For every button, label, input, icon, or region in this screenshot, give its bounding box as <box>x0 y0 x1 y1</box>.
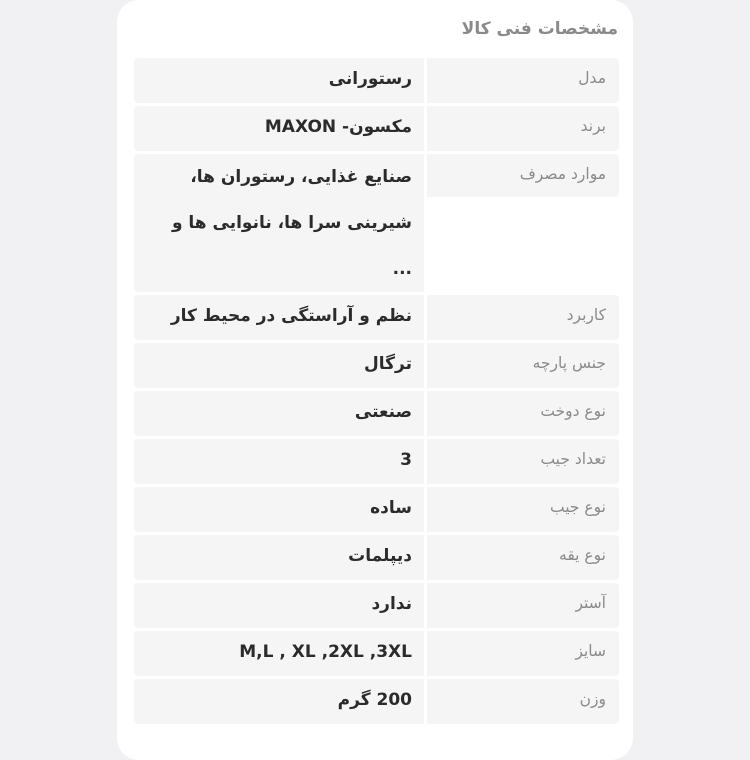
spec-value-line: صنایع غذایی، رستوران ها، <box>190 167 412 187</box>
spec-value: دیپلمات <box>134 535 424 580</box>
spec-row-stitch <box>134 391 619 436</box>
spec-title: مشخصات فنی کالا <box>461 19 618 39</box>
spec-row-model <box>134 58 619 103</box>
spec-label: نوع جیب <box>427 487 619 532</box>
spec-label: موارد مصرف <box>427 154 619 197</box>
spec-row-weight <box>134 679 619 724</box>
spec-label: جنس پارچه <box>427 343 619 388</box>
spec-value: M,L , XL ,2XL ,3XL <box>134 631 424 676</box>
spec-value: رستورانی <box>134 58 424 103</box>
spec-row-usage <box>134 154 619 292</box>
spec-row-application <box>134 295 619 340</box>
spec-label: نوع یقه <box>427 535 619 580</box>
spec-row-pocket-count <box>134 439 619 484</box>
spec-value: 3 <box>134 439 424 484</box>
spec-row-pocket-type <box>134 487 619 532</box>
spec-value: مکسون- MAXON <box>134 106 424 151</box>
spec-row-lining <box>134 583 619 628</box>
spec-value: نظم و آراستگی در محیط کار <box>134 295 424 340</box>
spec-row-collar <box>134 535 619 580</box>
spec-label: نوع دوخت <box>427 391 619 436</box>
spec-row-size <box>134 631 619 676</box>
spec-value <box>134 154 424 292</box>
spec-label: برند <box>427 106 619 151</box>
spec-row-fabric <box>134 343 619 388</box>
spec-value: ساده <box>134 487 424 532</box>
spec-value-line: ... <box>392 259 412 279</box>
spec-value-line: شیرینی سرا ها، نانوایی ها و <box>171 213 412 233</box>
spec-value: صنعتی <box>134 391 424 436</box>
spec-label: آستر <box>427 583 619 628</box>
spec-value: ترگال <box>134 343 424 388</box>
spec-row-brand <box>134 106 619 151</box>
spec-card <box>117 0 633 760</box>
spec-value: ندارد <box>134 583 424 628</box>
spec-label: سایز <box>427 631 619 676</box>
spec-label: مدل <box>427 58 619 103</box>
spec-table <box>134 58 619 727</box>
spec-label: وزن <box>427 679 619 724</box>
spec-label: کاربرد <box>427 295 619 340</box>
spec-label: تعداد جیب <box>427 439 619 484</box>
spec-value: 200 گرم <box>134 679 424 724</box>
